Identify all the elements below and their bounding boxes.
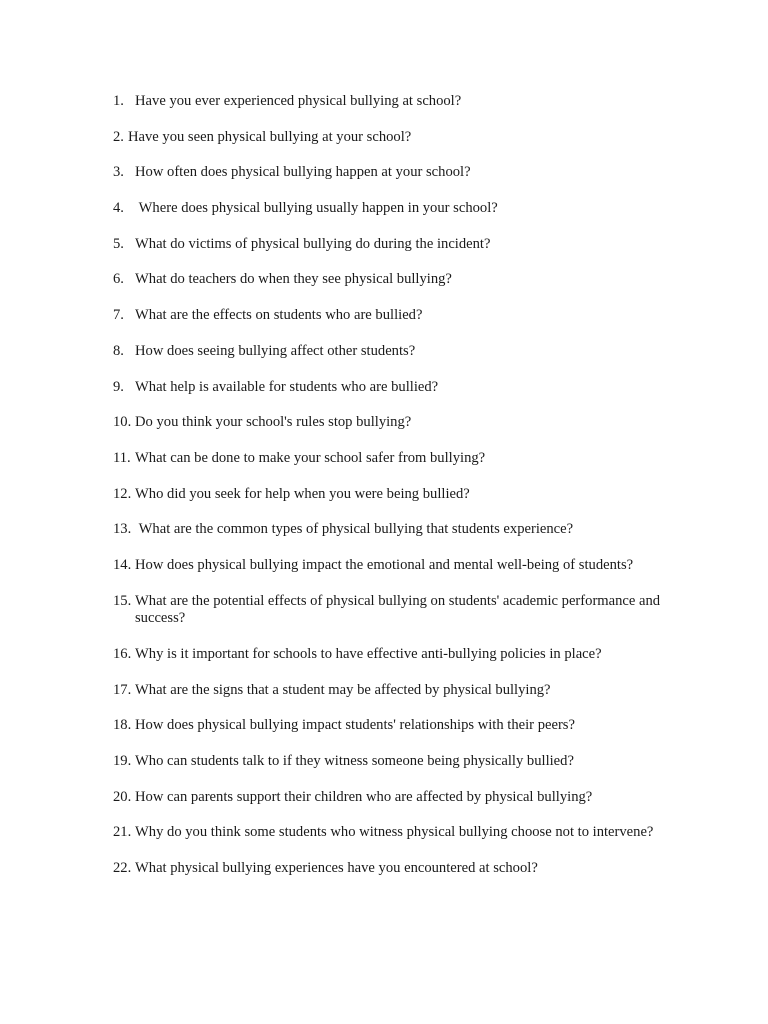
question-number: 9. [113, 378, 124, 395]
question-text: Why do you think some students who witness physical bullying choose not to intervene? [135, 824, 654, 841]
question-item [113, 343, 693, 361]
question-text: What can be done to make your school safer from bullying? [135, 449, 486, 466]
question-item [113, 593, 693, 628]
question-number: 12. [113, 485, 132, 502]
question-text: Do you think your school's rules stop bullying? [135, 414, 412, 431]
question-number: 3. [113, 164, 124, 181]
question-item [113, 379, 693, 397]
question-number: 19. [113, 752, 132, 769]
question-number: 16. [113, 645, 132, 662]
question-text: What are the signs that a student may be affected by physical bullying? [135, 681, 551, 698]
question-item [113, 486, 693, 504]
question-item [113, 753, 693, 771]
question-number: 18. [113, 717, 132, 734]
question-text: What do teachers do when they see physical bullying? [135, 271, 452, 288]
question-number: 8. [113, 342, 124, 359]
question-text: What are the effects on students who are bullied? [135, 307, 423, 324]
question-list [113, 93, 693, 896]
question-item [113, 646, 693, 664]
question-number: 22. [113, 859, 132, 876]
question-text: What physical bullying experiences have you encountered at school? [135, 859, 538, 876]
question-item [113, 789, 693, 807]
question-item [113, 682, 693, 700]
question-item [113, 271, 693, 289]
question-number: 21. [113, 824, 132, 841]
question-item [113, 824, 693, 842]
question-text: How often does physical bullying happen at your school? [135, 164, 471, 181]
question-text: What are the potential effects of physical bullying on students' academic performance and success? [135, 592, 661, 627]
question-item [113, 164, 693, 182]
question-item [113, 860, 693, 878]
question-text: How does seeing bullying affect other students? [135, 342, 416, 359]
question-number: 14. [113, 556, 132, 573]
question-number: 20. [113, 788, 132, 805]
question-text: What help is available for students who are bullied? [135, 378, 439, 395]
question-number: 7. [113, 307, 124, 324]
question-number: 11. [113, 449, 131, 466]
question-text: How does physical bullying impact the emotional and mental well-being of students? [135, 556, 634, 573]
question-item [113, 557, 693, 575]
question-text: Who did you seek for help when you were being bullied? [135, 485, 470, 502]
question-item [113, 307, 693, 325]
question-text: How does physical bullying impact students' relationships with their peers? [135, 717, 575, 734]
question-item [113, 93, 693, 111]
question-number: 2. [113, 128, 124, 145]
question-item [113, 236, 693, 254]
question-text: Have you ever experienced physical bullying at school? [135, 93, 462, 109]
question-text: How can parents support their children who are affected by physical bullying? [135, 788, 593, 805]
question-number: 5. [113, 235, 124, 252]
question-item [113, 129, 693, 147]
question-number: 4. [113, 200, 124, 217]
question-text: Have you seen physical bullying at your school? [127, 128, 412, 145]
question-number: 13. [113, 521, 132, 538]
question-item [113, 200, 693, 218]
question-number: 15. [113, 592, 132, 609]
question-number: 1. [113, 93, 124, 109]
question-item [113, 717, 693, 735]
question-number: 17. [113, 681, 132, 698]
question-number: 10. [113, 414, 132, 431]
question-number: 6. [113, 271, 124, 288]
question-item [113, 414, 693, 432]
question-text: Where does physical bullying usually happen in your school? [135, 200, 498, 217]
question-text: What are the common types of physical bullying that students experience? [135, 521, 574, 538]
question-text: What do victims of physical bullying do during the incident? [135, 235, 491, 252]
question-item [113, 450, 693, 468]
question-text: Why is it important for schools to have effective anti-bullying policies in place? [135, 645, 602, 662]
question-text: Who can students talk to if they witness someone being physically bullied? [135, 752, 574, 769]
question-item [113, 521, 693, 539]
